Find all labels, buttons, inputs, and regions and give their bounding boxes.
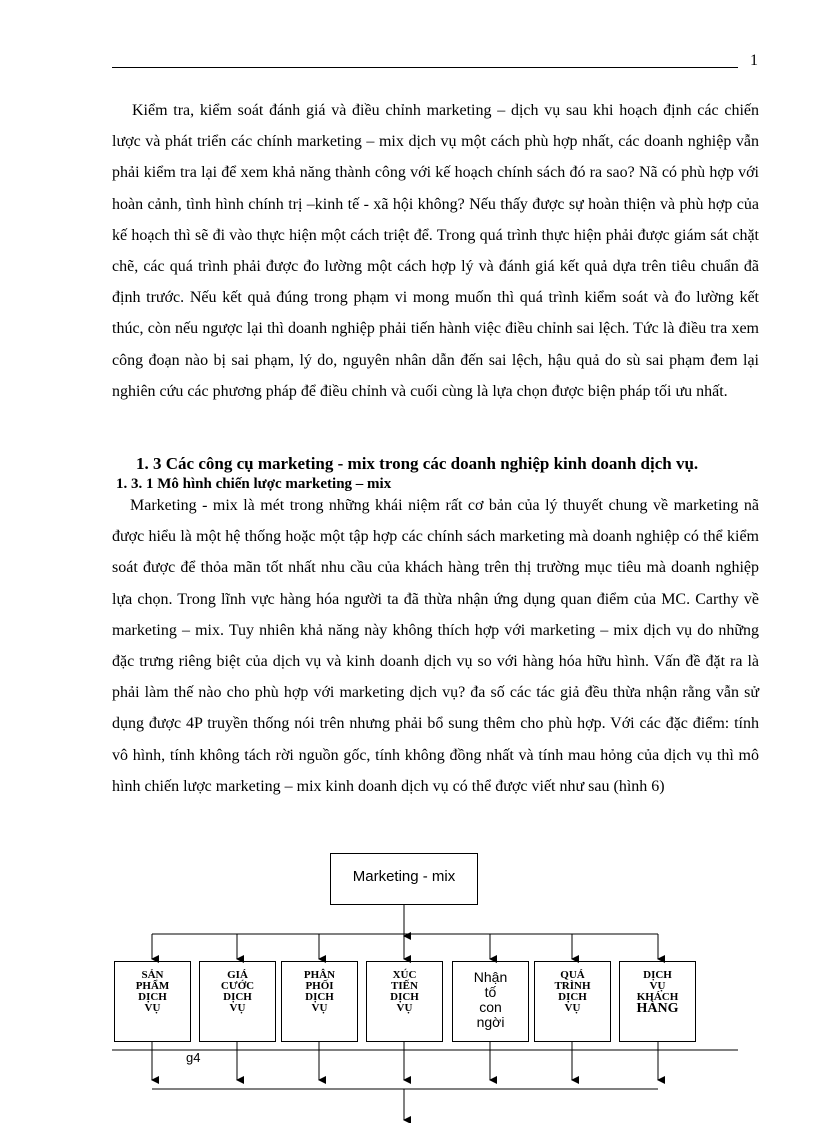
section-heading: 1. 3 Các công cụ marketing - mix trong các doanh nghiệp kinh doanh dịch vụ. — [136, 454, 699, 473]
box-line: DỊCH — [223, 991, 252, 1003]
diagram-box-process — [534, 961, 611, 1042]
box-line: SẢN — [141, 969, 164, 981]
box-line: PHỐI — [305, 980, 334, 992]
box-line: DỊCH — [643, 969, 672, 981]
box-line: VỤ — [564, 1002, 581, 1014]
diagram-box-people — [452, 961, 529, 1042]
box-line: DỊCH — [138, 991, 167, 1003]
diagram-box-promotion — [366, 961, 443, 1042]
box-line: PHÂN — [303, 969, 336, 981]
box-line: ngời — [476, 1014, 505, 1030]
box-line: DỊCH — [558, 991, 587, 1003]
box-line: QUÁ — [560, 969, 585, 981]
box-line: TIẾN — [391, 980, 418, 992]
subsection-heading: 1. 3. 1 Mô hình chiến lược marketing – mix — [116, 476, 392, 492]
box-line: VỤ — [396, 1002, 413, 1014]
diagram-box-customer-service — [619, 961, 696, 1042]
box-line: DỊCH — [305, 991, 334, 1003]
box-line: DỊCH — [390, 991, 419, 1003]
box-line: VỤ — [311, 1002, 328, 1014]
box-line: Nhận — [473, 969, 508, 985]
box-line: PHẨM — [135, 980, 170, 992]
box-line: GIÁ — [227, 969, 248, 981]
paragraph-control: Kiểm tra, kiểm soát đánh giá và điều chỉnh marketing – dịch vụ sau khi hoạch định các chiến lược và phát triển các chính marketing – mix dịch vụ một cách phù hợp nhất, các doanh nghiệp vẫn phải kiểm tra lại để xem khả năng thành công với kế hoạch chính sách đó ra sao? Nã có phù hợp với hoàn cảnh, tình hình chính trị –kinh tế - xã hội không? Nếu thấy được sự hoàn thiện và phù hợp của kế hoạch thì sẽ đi vào thực hiện một cách triệt để. Trong quá trình thực hiện phải được giám sát chặt chẽ, các quá trình phải được đo lường một cách hợp lý và đánh giá kết quả dựa trên tiêu chuẩn đã định trước. Nếu kết quả đúng trong phạm vi mong muốn thì quá trình kiểm soát và đo lường kết thúc, còn nếu ngược lại thì doanh nghiệp phải tiến hành việc điều chỉnh sai lệch. Tức là điều tra xem công đoạn nào bị sai phạm, lý do, nguyên nhân dẫn đến sai lệch, hậu quả do sù sai phạm đem lại nghiên cứu các phương pháp để điều chỉnh và cuối cùng là lựa chọn được biện pháp tối ưu nhất. — [112, 102, 759, 400]
box-line: VỤ — [144, 1002, 161, 1014]
box-line: HÀNG — [636, 1001, 679, 1016]
box-line: CƯỚC — [220, 980, 255, 992]
box-line: XÚC — [392, 969, 417, 981]
page-number: 1 — [750, 52, 758, 69]
box-line: VỤ — [649, 980, 666, 992]
header-rule — [112, 67, 738, 68]
box-line: KHÁCH — [636, 991, 679, 1003]
box-line: con — [479, 999, 502, 1015]
marketing-mix-box: Marketing - mix — [330, 853, 478, 905]
diagram-box-price — [199, 961, 276, 1042]
diagram-box-distribution — [281, 961, 358, 1042]
stray-text: g4 — [186, 1050, 201, 1065]
box-line: VỤ — [229, 1002, 246, 1014]
paragraph-marketing-mix: Marketing - mix là mét trong những khái niệm rất cơ bản của lý thuyết chung về marketing nã được hiểu là một hệ thống hoặc một tập hợp các chính sách marketing mà doanh nghiệp có thể kiểm soát được để thỏa mãn tốt nhất nhu cầu của khách hàng trên thị trường mục tiêu mà doanh nghiệp lựa chọn. Trong lĩnh vực hàng hóa người ta đã thừa nhận ứng dụng quan điểm của MC. Carthy về marketing – mix. Tuy nhiên khả năng này không thích hợp với marketing – mix dịch vụ do những đặc trưng riêng biệt của dịch vụ và kinh doanh dịch vụ so với hàng hóa hữu hình. Vấn đề đặt ra là phải làm thế nào cho phù hợp với marketing dịch vụ? đa số các tác giả đều thừa nhận rằng vẫn sử dụng được 4P truyền thống nói trên nhưng phải bổ sung thêm cho phù hợp. Với các đặc điểm: tính vô hình, tính không tách rời nguồn gốc, tính không đồng nhất và tính mau hỏng của dịch vụ thì mô hình chiến lược marketing – mix kinh doanh dịch vụ có thể được viết như sau (hình 6) — [112, 497, 759, 795]
diagram-box-product — [114, 961, 191, 1042]
box-line: TRÌNH — [554, 980, 591, 992]
box-line: tố — [484, 984, 497, 1000]
